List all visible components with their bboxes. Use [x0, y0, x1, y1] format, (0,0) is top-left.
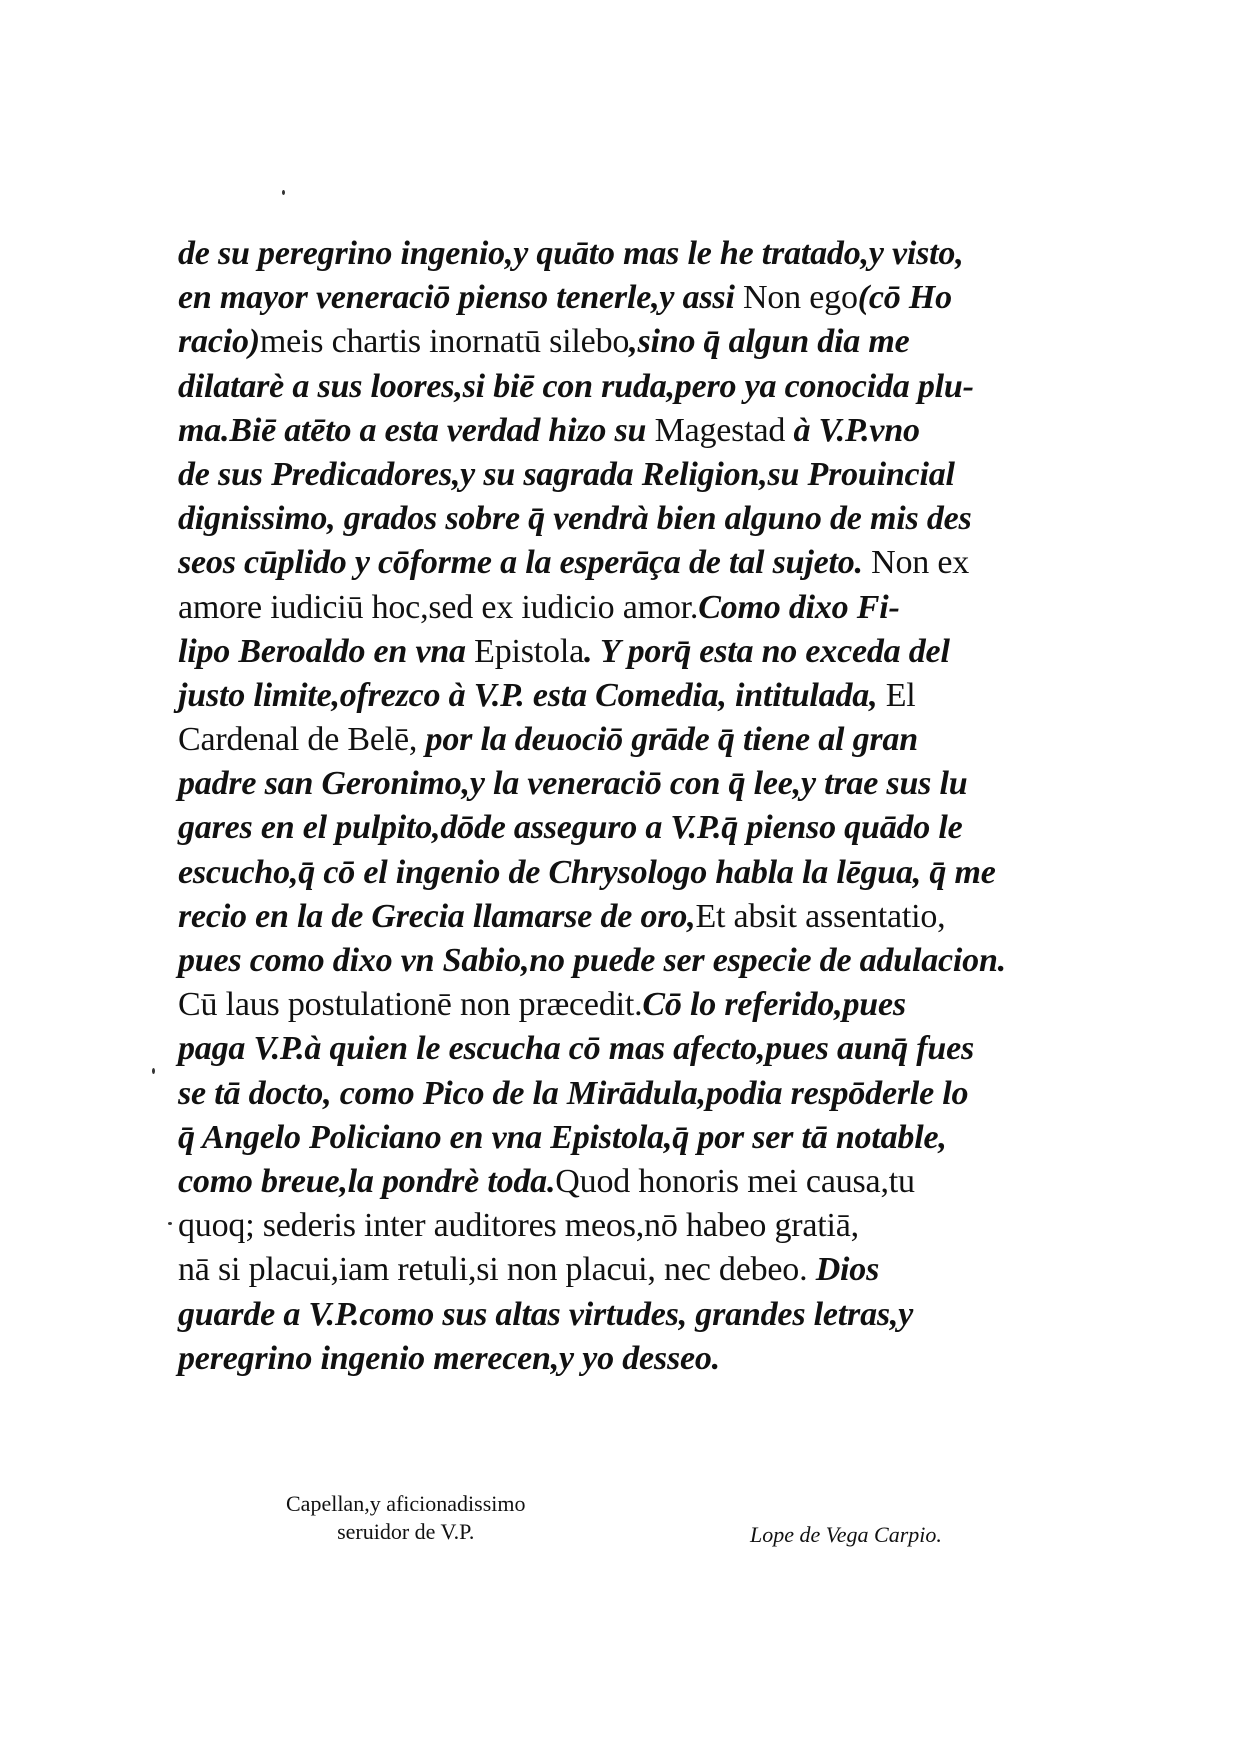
text-segment: dignissimo, grados sobre q̄ vendrà bien alguno de mis des — [178, 500, 972, 538]
text-line — [178, 409, 1078, 453]
text-segment: de sus Predicadores,y su sagrada Religion,su Prouincial — [178, 455, 955, 493]
text-segment: nā si placui,iam retuli,si non placui, nec debeo. — [178, 1251, 816, 1289]
text-segment: ma.Biē atēto a esta verdad hizo su — [178, 411, 655, 449]
text-segment: meis chartis inornatū silebo — [259, 323, 630, 361]
text-segment: se tā docto, como Pico de la Mirādula,podia respōderle lo — [178, 1074, 969, 1112]
text-line — [178, 939, 1078, 983]
text-line — [178, 630, 1078, 674]
text-segment: Non ex — [871, 544, 970, 582]
text-segment: . Y porq̄ esta no exceda del — [583, 632, 950, 670]
text-line — [178, 806, 1078, 850]
text-line — [178, 1293, 1078, 1337]
text-line — [178, 453, 1078, 497]
text-line — [178, 1337, 1078, 1381]
text-segment: Dios — [815, 1251, 880, 1289]
text-line — [178, 1072, 1078, 1116]
text-segment: padre san Geronimo,y la veneraciō con q̄ lee,y trae sus lu — [178, 765, 968, 803]
text-segment: Magestad — [654, 411, 786, 449]
text-segment: recio en la de Grecia llamarse de oro, — [178, 897, 696, 935]
text-line — [178, 1116, 1078, 1160]
ink-speck — [282, 190, 285, 195]
text-segment: paga V.P.à quien le escucha cō mas afecto,pues aunq̄ fues — [178, 1030, 975, 1068]
text-segment: Non ego — [743, 279, 858, 317]
text-segment: quoq; sederis inter auditores meos,nō habeo gratiā, — [178, 1207, 859, 1245]
text-segment: de su peregrino ingenio,y quāto mas le he tratado,y visto, — [178, 235, 964, 272]
text-segment: Como dixo Fi- — [698, 588, 900, 626]
text-segment: pues como dixo vn Sabio,no puede ser especie de adulacion. — [178, 942, 1006, 979]
text-line — [178, 497, 1078, 541]
text-segment: racio) — [178, 323, 260, 361]
text-line — [178, 674, 1078, 718]
text-segment: escucho,q̄ cō el ingenio de Chrysologo habla la lēgua, q̄ me — [178, 853, 996, 891]
text-segment: Epistola — [474, 632, 584, 670]
text-line — [178, 1160, 1078, 1204]
text-line — [178, 762, 1078, 806]
text-line — [178, 1204, 1078, 1248]
dedication-text — [178, 232, 1078, 1381]
text-line — [178, 1248, 1078, 1292]
text-line — [178, 983, 1078, 1027]
text-segment: q̄ Angelo Policiano en vna Epistola,q̄ por ser tā notable, — [178, 1118, 947, 1156]
text-segment: El — [885, 676, 916, 714]
text-segment: à V.P.vno — [785, 411, 920, 449]
text-line — [178, 276, 1078, 320]
closing-salutation — [286, 1490, 526, 1546]
text-segment: amore iudiciū hoc,sed ex iudicio amor. — [178, 588, 699, 626]
text-segment: guarde a V.P.como sus altas virtudes, grandes letras,y — [178, 1295, 914, 1333]
author-signature: Lope de Vega Carpio. — [750, 1522, 942, 1547]
text-line — [178, 718, 1078, 762]
text-segment: lipo Beroaldo en vna — [178, 632, 475, 670]
text-line — [178, 895, 1078, 939]
text-segment: gares en el pulpito,dōde asseguro a V.P.q̄ pienso quādo le — [178, 809, 963, 847]
text-segment: Quod honoris mei causa,tu — [555, 1162, 915, 1200]
text-segment: en mayor veneraciō pienso tenerle,y assi — [178, 279, 744, 317]
text-segment: Cū laus postulationē non præcedit. — [178, 986, 643, 1024]
text-segment: justo limite,ofrezco à V.P. esta Comedia, intitulada, — [178, 676, 886, 714]
text-line — [178, 586, 1078, 630]
closing-line-2: seruidor de V.P. — [337, 1519, 475, 1544]
text-line — [178, 320, 1078, 364]
text-line — [178, 365, 1078, 409]
text-segment: Et absit assentatio, — [695, 897, 946, 935]
text-segment: como breue,la pondrè toda. — [178, 1162, 556, 1200]
text-segment: Cō lo referido,pues — [642, 986, 906, 1024]
text-segment: por la deuociō grāde q̄ tiene al gran — [425, 721, 918, 759]
text-segment: Cardenal de Belē, — [178, 721, 426, 759]
text-segment: (cō Ho — [857, 279, 952, 317]
text-segment: ,sino q̄ algun dia me — [629, 323, 910, 361]
text-segment: dilatarè a sus loores,si biē con ruda,pero ya conocida plu- — [178, 367, 974, 405]
text-segment: seos cūplido y cōforme a la esperāça de tal sujeto. — [178, 544, 872, 582]
closing-block — [0, 1490, 1241, 1560]
closing-line-1: Capellan,y aficionadissimo — [286, 1491, 526, 1516]
ink-speck — [152, 1068, 155, 1074]
text-line — [178, 232, 1078, 276]
text-line — [178, 851, 1078, 895]
ink-speck — [168, 1222, 172, 1225]
text-line — [178, 1027, 1078, 1071]
text-line — [178, 541, 1078, 585]
text-segment: peregrino ingenio merecen,y yo desseo. — [178, 1339, 720, 1377]
